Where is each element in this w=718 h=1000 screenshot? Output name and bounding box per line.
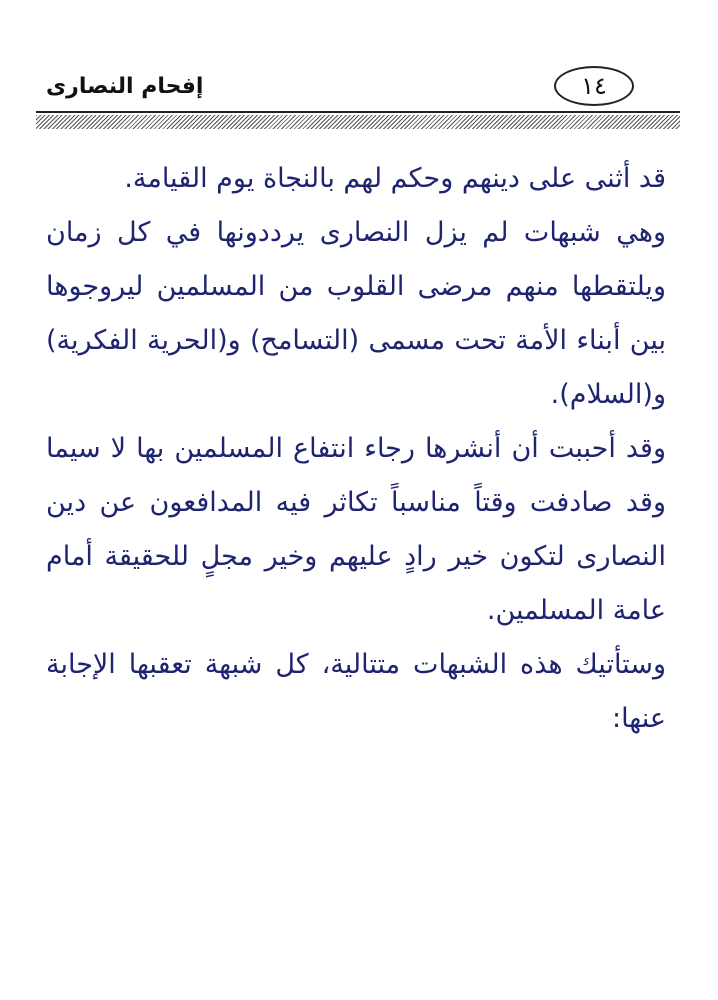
page-number-badge xyxy=(554,66,634,106)
paragraph: وهي شبهات لم يزل النصارى يرددونها في كل زمان ويلتقطها منهم مرضى القلوب من المسلمين ليروجوها بين أبناء الأمة تحت مسمى (التسامح) و(الحرية الفكرية) و(السلام). xyxy=(46,217,666,410)
page-number: ١٤ xyxy=(581,72,607,100)
running-title: إفحام النصارى xyxy=(46,74,204,99)
paragraph: قد أثنى على دينهم وحكم لهم بالنجاة يوم القيامة. xyxy=(124,163,666,194)
header-divider-line xyxy=(36,111,680,113)
page-header xyxy=(36,62,680,122)
paragraph: وستأتيك هذه الشبهات متتالية، كل شبهة تعقبها الإجابة عنها: xyxy=(46,649,666,734)
header-hatched-band xyxy=(36,115,680,129)
page-body-text xyxy=(46,152,666,746)
paragraph: وقد أحببت أن أنشرها رجاء انتفاع المسلمين بها لا سيما وقد صادفت وقتاً مناسباً تكاثر فيه المدافعون عن دين النصارى لتكون خير رادٍ عليهم وخير مجلٍ للحقيقة أمام عامة المسلمين. xyxy=(46,433,666,626)
